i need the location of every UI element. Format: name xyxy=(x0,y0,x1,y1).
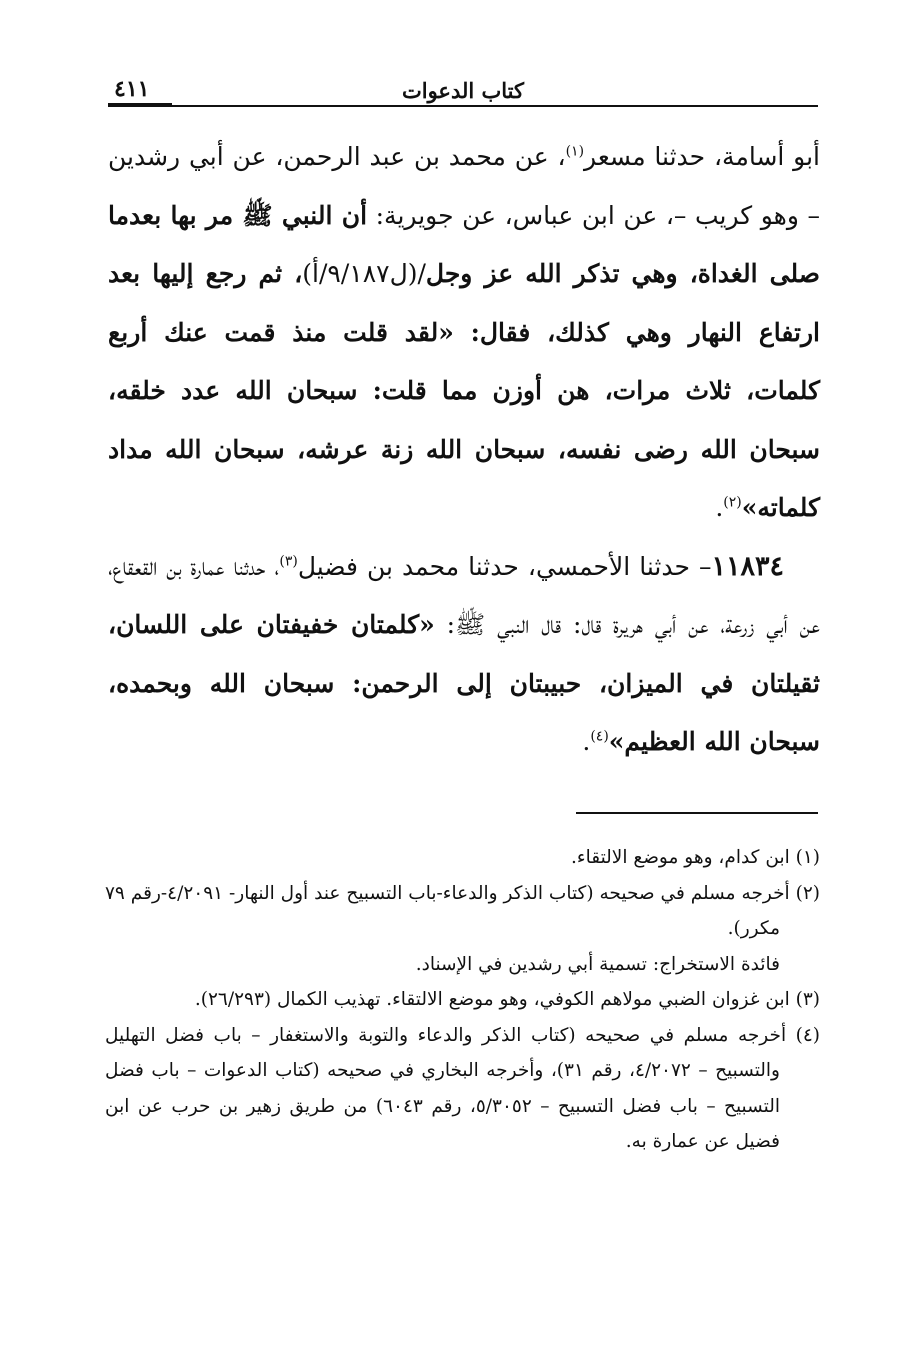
p1-text-b: ، عن محمد بن عبد الرحمن، عن أبي رشدين – وهو كريب –، عن ابن عباس، عن جويرية: xyxy=(108,142,820,230)
footnote-marker-4: (٤) xyxy=(590,728,609,745)
p1-end: . xyxy=(715,493,724,522)
footnotes xyxy=(105,840,820,1160)
p2-text-a: – حدثنا الأحمسي، حدثنا محمد بن فضيل xyxy=(297,551,712,581)
p2-quote: «كلمتان خفيفتان على اللسان، ثقيلتان في الميزان، حبيبتان إلى الرحمن: سبحان الله وبحمده، سبحان الله العظيم» xyxy=(108,610,820,756)
page-number: ٤١١ xyxy=(114,76,150,102)
footnote-marker-1: (١) xyxy=(565,143,585,160)
footnote-1: (١) ابن كدام، وهو موضع الالتقاء. xyxy=(571,847,820,868)
p1-text-a: أبو أسامة، حدثنا مسعر xyxy=(584,142,820,171)
p2-text-b: ، حدثنا عمارة بن القعقاع، عن أبي زرعة، عن أبي هريرة قال: قال النبي ﷺ: xyxy=(108,551,820,639)
paragraph-2 xyxy=(108,538,820,772)
footnote-3: (٣) ابن غزوان الضبي مولاهم الكوفي، وهو موضع الالتقاء. تهذيب الكمال (٢٦/٢٩٣). xyxy=(194,989,820,1010)
p2-end: . xyxy=(582,727,591,756)
page-header xyxy=(108,74,818,106)
footnote-marker-2: (٢) xyxy=(723,494,742,511)
footnote-4: (٤) أخرجه مسلم في صحيحه (كتاب الذكر والدعاء والتوبة والاستغفار – باب فضل التهليل والتسبيح – ٤/٢٠٧٢، رقم ٣١)، وأخرجه البخاري في صحيحه (كتاب الدعوات – باب فضل التسبيح – باب فضل التسبيح – ٥/٣٠٥٢، رقم ٦٠٤٣) من طريق زهير بن حرب عن ابن فضيل عن عمارة به. xyxy=(105,1024,820,1152)
footnote-2-note: فائدة الاستخراج: تسمية أبي رشدين في الإسناد. xyxy=(415,953,780,975)
p1-bold-a: أن النبي ﷺ مر بها بعدما صلى الغداة، وهي تذكر الله عز وجل xyxy=(108,200,820,288)
footnote-2: (٢) أخرجه مسلم في صحيحه (كتاب الذكر والدعاء-باب التسبيح عند أول النهار- ٤/٢٠٩١-رقم ٧٩ مكرر). xyxy=(105,882,820,939)
manuscript-ref: /(ل٩/١٨٧/أ) xyxy=(302,259,426,288)
header-rule xyxy=(108,105,818,107)
footnote-separator xyxy=(576,812,818,814)
hadith-number: ١١٨٣٤ xyxy=(711,550,785,582)
main-text xyxy=(108,128,820,772)
footnote-marker-3: (٣) xyxy=(279,553,298,570)
p1-quote: «لقد قلت منذ قمت عنك أربع كلمات، ثلاث مرات، هن أوزن مما قلت: سبحان الله عدد خلقه، سبحان الله رضى نفسه، سبحان الله زنة عرشه، سبحان الله مداد كلماته» xyxy=(108,317,820,522)
running-title: كتاب الدعوات xyxy=(401,78,525,103)
p1-bold-b: ، ثم رجع إليها بعد ارتفاع النهار وهي كذلك، فقال: xyxy=(108,259,820,347)
paragraph-1 xyxy=(108,128,820,538)
